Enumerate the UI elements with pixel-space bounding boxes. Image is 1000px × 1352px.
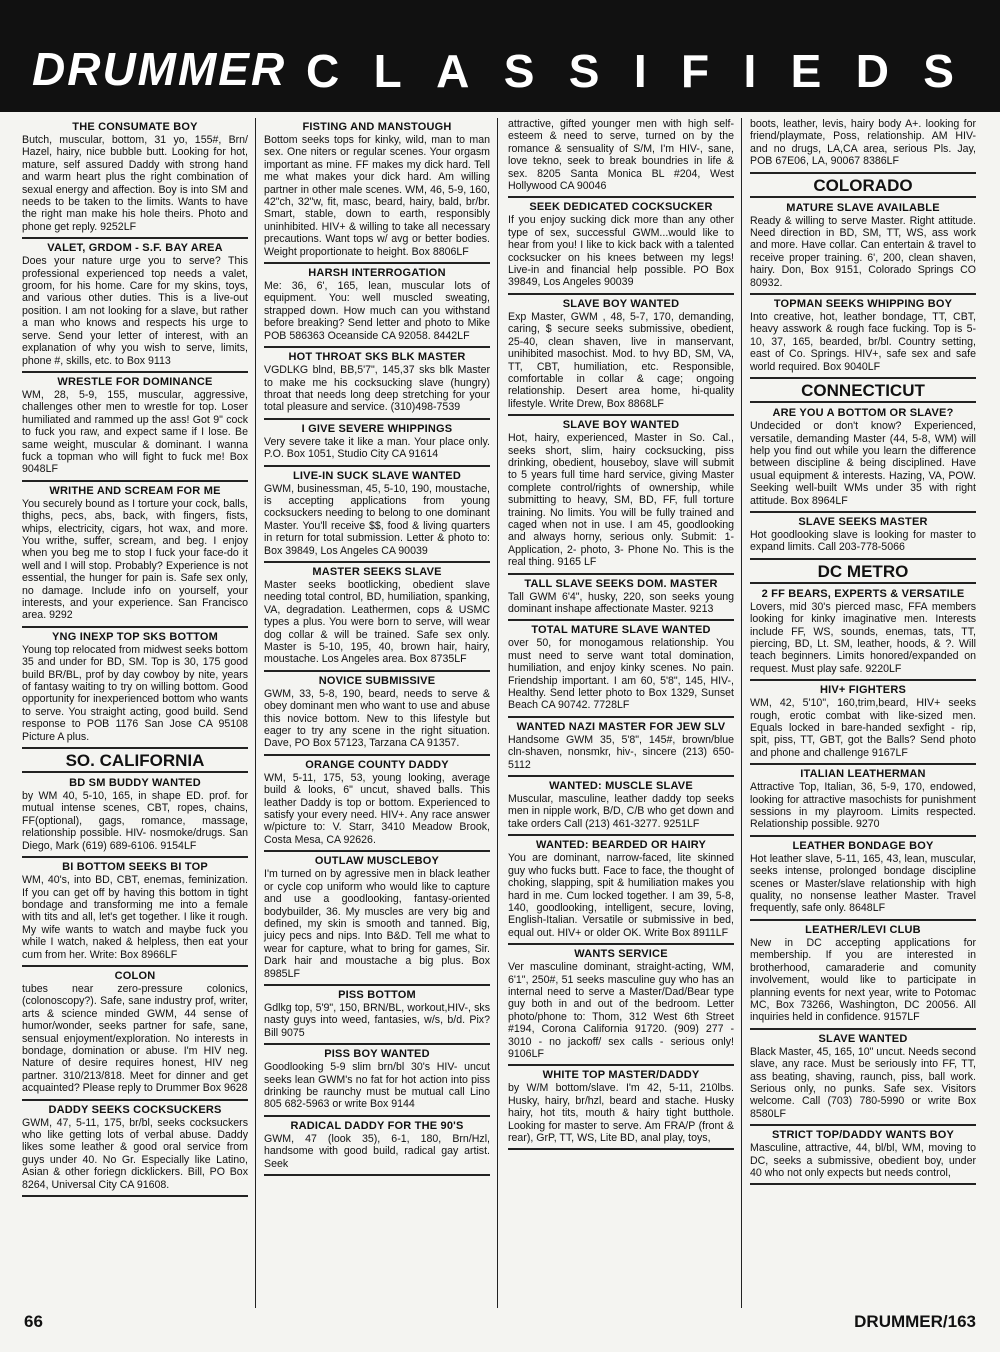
- ad-heading: YNG INEXP TOP SKS BOTTOM: [52, 630, 218, 643]
- continued-ad: [508, 118, 734, 198]
- section-title-letter: E: [790, 45, 822, 97]
- section-title-letter: I: [633, 45, 647, 97]
- classified-ad: [508, 621, 734, 717]
- classified-ad: [750, 1030, 976, 1126]
- ad-heading: ITALIAN LEATHERMAN: [800, 768, 926, 781]
- classified-ad: [508, 198, 734, 294]
- classified-ad: [22, 482, 248, 628]
- classified-ad: [750, 199, 976, 295]
- ad-body: Hot leather slave, 5-11, 165, 43, lean, muscular, seeks intense, prolonged bondage discipline scenes or Master/slave relationship with high quality, no nonsense leather Master. Travel frequently, safe only. 8648LF: [750, 852, 976, 915]
- classified-ad: [750, 585, 976, 681]
- ad-body: Bottom seeks tops for kinky, wild, man to man sex. One niters or regular scenes. Your orgasm important as mine. FF makes my dick hard. Tell me what makes your dick hard. Am willing partner in other male scenes. WM, 46, 5-9, 160, 42"ch, 32"w, fit, masc, beard, hairy, bald, br/br. Smart, stable, down to earth, responsibly uninhibited. HIV+ & willing to take all necessary precautions. Want tops w/ avg or better bodies. Weight proportionate to height. Box 8806LF: [264, 134, 490, 258]
- classified-ad: [508, 416, 734, 574]
- ad-body: Ver masculine dominant, straight-acting, WM, 6'1", 250#, 51 seeks masculine guy who has an internal need to serve a Master/Dad/Bear type guy both in and out of the bedroom. Letter photo/phone to: Thom, 312 West 6th Street #194, Corona California 91720. (909) 277 - 3010 - no jackoff/ sex calls - serious only! 9106LF: [508, 961, 734, 1060]
- section-title-letter: A: [436, 45, 470, 97]
- ad-heading: STRICT TOP/DADDY WANTS BOY: [771, 1129, 955, 1142]
- ad-heading: 2 FF BEARS, EXPERTS & VERSATILE: [761, 587, 965, 600]
- ad-body: Tall GWM 6'4", husky, 220, son seeks young dominant inshape affectionate Master. 9213: [508, 590, 734, 615]
- ad-body: WM, 28, 5-9, 155, muscular, aggressive, challenges other men to wrestle for top. Loser humiliated and rammed up the ass! Got 9" cock to fuck you raw, and expect same if I lose. Be same weight, muscular & dominant. I wanna fuck a topman who will fight to fuck me! Box 9048LF: [22, 388, 248, 476]
- ad-body: Gdlkg top, 5'9", 150, BRN/BL, workout,HIV-, sks nasty guys into weed, fantasies, w/s, b/d. Pix? Bill 9075: [264, 1001, 490, 1039]
- ad-body: Undecided or don't know? Experienced, versatile, demanding Master (44, 5-8, WM) will help you find out while you learn the difference between discipline & being disciplined. Have usual equipment & interests. Hazing, VA, POW. Seeking well-built WMs under 35 with right attitude. Box 8964LF: [750, 420, 976, 507]
- classified-ad: [22, 628, 248, 749]
- section-title-letter: L: [373, 45, 402, 97]
- classified-ad: [750, 765, 976, 837]
- ad-heading: LIVE-IN SUCK SLAVE WANTED: [293, 469, 461, 482]
- ad-body: Lovers, mid 30's pierced masc, FFA members looking for kinky imaginative men. Interests include FF, WS, sounds, enemas, tats, TT, piercing, BD, Lt. SM, leather, hoods, & ?. Will teach beginners. Limits honored/expanded on request. Must play safe. 9220LF: [750, 600, 976, 675]
- classified-ad: [508, 575, 734, 622]
- ad-body: GWM, 47 (look 35), 6-1, 180, Brn/Hzl, handsome with good build, radical gay artist. Seek: [264, 1132, 490, 1170]
- classified-ad: [264, 1045, 490, 1117]
- page-number: 66: [24, 1312, 43, 1331]
- section-title-letter: S: [568, 45, 600, 97]
- classified-ad: [264, 118, 490, 264]
- ad-heading: BI BOTTOM SEEKS BI TOP: [62, 861, 208, 874]
- ad-heading: SLAVE BOY WANTED: [562, 297, 680, 310]
- ad-heading: TALL SLAVE SEEKS DOM. MASTER: [524, 577, 718, 590]
- ad-heading: OUTLAW MUSCLEBOY: [314, 855, 440, 868]
- ad-body: I'm turned on by agressive men in black leather or cycle cop uniform who would like to capture and use a goodlooking, fantasy-oriented bodybuilder, 36. My muscles are very big and defined, my skin is smooth and tanned. Big, juicy pecs and nips. Into B&D. Tell me what to wear for capture, what to bring for games, Sir. Dark hair and moustache a big plus. Box 8985LF: [264, 868, 490, 980]
- classified-ad: [750, 681, 976, 765]
- ad-heading: SLAVE BOY WANTED: [562, 419, 680, 432]
- ad-body: VGDLKG blnd, BB,5'7", 145,37 sks blk Master to make me his cocksucking slave (hungry) throat that needs long deep stretching for your total pleasure and service. (310)498-7539: [264, 364, 490, 414]
- ad-heading: TOPMAN SEEKS WHIPPING BOY: [773, 298, 953, 311]
- classified-ad: [264, 420, 490, 467]
- classified-ad: [264, 563, 490, 672]
- ad-heading: WANTS SERVICE: [574, 948, 668, 961]
- ad-body: Handsome GWM 35, 5'8", 145#, brown/blue cln-shaven, nonsmkr, hiv-, sincere (213) 650-5112: [508, 733, 734, 771]
- classified-ad: [508, 945, 734, 1066]
- ad-body: If you enjoy sucking dick more than any other type of sex, successful GWM...would like to hear from you! I like to kick back with a talented cocksucker on his knees between my legs! Live-in and financial help possible. PO Box 39849, Los Angeles 90039: [508, 214, 734, 289]
- classified-ad: [750, 837, 976, 921]
- issue-label: DRUMMER/163: [854, 1312, 976, 1331]
- ad-heading: SLAVE SEEKS MASTER: [798, 515, 928, 528]
- classified-ad: [750, 921, 976, 1030]
- section-title-letter: I: [743, 45, 757, 97]
- ad-heading: WANTED NAZI MASTER FOR JEW SLV: [516, 720, 726, 733]
- ad-heading: WHITE TOP MASTER/DADDY: [542, 1069, 700, 1082]
- ad-body: Does your nature urge you to serve? This professional experienced top needs a valet, groom, for his home. Care for my skins, toys, and various other duties. This is a live-out position. I am not looking for a slave, but rather a man who knows and respects his urge to serve. Send your letter of interest, with an explanation of why you wish to serve, limits, phone #, skills, etc. to Box 9113: [22, 255, 248, 367]
- ad-body: tubes near zero-pressure colonics, (colonoscopy?). Safe, sane industry prof, writer, arts & science minded GWM, 44 sense of humor/wonder, seeks partner for safe, sane, sensual enjoyment/exploration. No interests in bondage, domination or abuse. I'm HIV neg. Nature of desire requires honest, HIV neg partner. 310/213/818. Meet for dinner and get acquainted? Please reply to Drummer Box 9628: [22, 982, 248, 1095]
- ad-body: boots, leather, levis, hairy body A+. looking for friend/playmate, Poss, relationship. AM HIV- and no drugs, LA,CA area, serious Pls. Jay, POB 67E06, LA, 90067 8386LF: [750, 118, 976, 174]
- ad-heading: VALET, GRDOM - S.F. BAY AREA: [47, 242, 223, 255]
- ad-body: Black Master, 45, 165, 10" uncut. Needs second slave, any race. Must be seriously into FF, TT, ass beating, shaving, raunch, piss, ball work. Serious only, no punks. Safe sex. Visitors welcome. Call (703) 780-5990 or write Box 8580LF: [750, 1045, 976, 1120]
- ad-body: by W/M bottom/slave. I'm 42, 5-11, 210lbs. Husky, hairy, br/hzl, beard and stache. Husky hairy, hot tits, mouth & hairy tight butthole. Looking for master to serve. Am FRA/P (front & rear), GrP, TT, WS, Lite BD, anal play, toys,: [508, 1082, 734, 1144]
- ad-body: Me: 36, 6', 165, lean, muscular lots of equipment. You: well muscled sweating, strapped down. How much can you withstand before breaking? Send letter and photo to Mike POB 586363 Oceanside CA 92058. 8442LF: [264, 280, 490, 342]
- ad-body: Master seeks bootlicking, obedient slave needing total control, BD, humiliation, spanking, VA, degradation. Leathermen, cops & USMC types a plus. You were born to serve, will wear dog collar & will be trained. Safe sex only. Master is 5-10, 195, 40, brown hair, hairy, moustache. Los Angeles area. Box 8735LF: [264, 578, 490, 666]
- classified-ad: [750, 513, 976, 560]
- ad-body: Masculine, attractive, 44, bl/bl, WM, moving to DC, seeks a submissive, obedient boy, under 40 who not only expects but needs control,: [750, 1142, 976, 1179]
- ad-body: Hot, hairy, experienced, Master in So. Cal., seeks short, slim, hairy cocksucking, piss drinking, obedient, houseboy, slave will submit to 5 years full time hard service, giving Master complete control/rights of ownership, while submitting to heavy, SM, BD, FF, full torture training. No limits. You will be fully trained and caged when not in use. I am 45, goodlooking and always horny, serious only. Submit: 1-Application, 2- photo, 3- Phone No. This is the real thing. 9165 LF: [508, 432, 734, 569]
- classified-ad: [22, 1101, 248, 1197]
- ad-heading: ARE YOU A BOTTOM OR SLAVE?: [772, 407, 954, 420]
- ad-heading: WANTED: BEARDED OR HAIRY: [535, 839, 706, 852]
- classified-ad: [22, 967, 248, 1101]
- classified-ad: [22, 858, 248, 967]
- classified-ad: [264, 264, 490, 348]
- magazine-title: DRUMMER: [32, 43, 287, 95]
- ad-heading: WANTED: MUSCLE SLAVE: [549, 780, 693, 793]
- ad-body: Into creative, hot, leather bondage, TT, CBT, heavy asswork & rough face fucking. Top is 5-10, 37, 165, bearded, br/bl. Country setting, east of Co. Springs. HIV+, safe sex and safe world required. Box 9040LF: [750, 311, 976, 373]
- ad-heading: LEATHER BONDAGE BOY: [792, 839, 934, 852]
- classified-ad: [508, 777, 734, 836]
- column-3: [508, 118, 734, 1308]
- ad-body: GWM, 47, 5-11, 175, br/bl, seeks cocksuckers who like getting lots of verbal abuse. Daddy likes some leather & good oral service from guys under 40. No Gr. Especially like Latino, Asian & other foriegn dicklickers. Bill, PO Box 8264, Universal City CA 91608.: [22, 1116, 248, 1191]
- region-heading: COLORADO: [750, 176, 976, 198]
- ad-body: GWM, 33, 5-8, 190, beard, needs to serve & obey dominant men who want to use and abuse this novice bottom. New to this lifestyle but eager to try any scene in the right situation. Dave, PO Box 57123, Tarzana CA 91357.: [264, 687, 490, 750]
- section-title-letter: S: [923, 45, 954, 97]
- ad-heading: NOVICE SUBMISSIVE: [318, 674, 436, 687]
- classified-ad: [264, 1117, 490, 1176]
- classifieds-columns: [22, 118, 978, 1308]
- ad-heading: LEATHER/LEVI CLUB: [805, 923, 921, 936]
- region-heading: SO. CALIFORNIA: [22, 751, 248, 773]
- ad-body: Ready & willing to serve Master. Right attitude. Need direction in BD, SM, TT, WS, ass work and more. Have collar. Can entertain & travel to receive proper training. 6', 200, clean shaven, hairy. Don, Box 9151, Colorado Springs CO 80932.: [750, 214, 976, 289]
- classified-ad: [22, 373, 248, 482]
- ad-heading: FISTING AND MANSTOUGH: [302, 121, 452, 133]
- ad-heading: PISS BOTTOM: [338, 988, 416, 1001]
- classified-ad: [22, 774, 248, 858]
- ad-heading: WRITHE AND SCREAM FOR ME: [49, 484, 221, 497]
- ad-body: Young top relocated from midwest seeks bottom 35 and under for BD, SM. Top is 30, 175 good build BR/BL, prof by day cowboy by nite, years of fantasy waiting to try on willing bottom. Good opportunity for inexperienced bottom who wants to serve. You straight acting, good build. Send response to POB 1176 San Jose CA 95108 Picture A plus.: [22, 643, 248, 743]
- column-1: [22, 118, 248, 1308]
- classified-ad: [750, 1126, 976, 1185]
- classified-ad: [22, 118, 248, 239]
- ad-heading: TOTAL MATURE SLAVE WANTED: [531, 624, 711, 637]
- ad-heading: BD SM BUDDY WANTED: [69, 777, 201, 790]
- section-title-letter: C: [306, 45, 340, 97]
- classified-ad: [508, 836, 734, 945]
- ad-body: WM, 42, 5'10", 160,trim,beard, HIV+ seeks rough, erotic combat with like-sized men. Equals locked in bare-handed sexfight - rip, spit, piss, TT, GBT, got the Balls? Send photo and phone and challenge 9167LF: [750, 697, 976, 759]
- ad-heading: SLAVE WANTED: [818, 1032, 908, 1045]
- ad-body: attractive, gifted younger men with high self-esteem & need to serve, turned on by the romance & sensuality of S/M, I'm HIV-, sane, love tekno, seek to break boundries in life & sex. 8205 Santa Monica BL #204, West Hollywood CA 90046: [508, 118, 734, 198]
- ad-heading: DADDY SEEKS COCKSUCKERS: [48, 1103, 222, 1116]
- ad-heading: PISS BOY WANTED: [324, 1048, 430, 1061]
- ad-body: WM, 40's, into BD, CBT, enemas, feminization. If you can get off by having this bottom in tight bondage and transforming me into a female with tits and all, let's get together. I like it rough. My wife wants to watch and maybe fuck you while I watch, naked & helpless, then eat your cum from her. Write: Box 8966LF: [22, 874, 248, 961]
- classified-ad: [750, 295, 976, 379]
- ad-body: Very severe take it like a man. Your place only. P.O. Box 1051, Studio City CA 91614: [264, 435, 490, 461]
- classified-ad: [750, 404, 976, 513]
- classified-ad: [508, 295, 734, 416]
- ad-body: Exp Master, GWM , 48, 5-7, 170, demanding, caring, $ secure seeks submissive, obedient, 25-40, clean shaven, live in manservant, unihibited masochist. Mod. to hvy BD, SM, VA, TT, CBT, humiliation, etc. Responsible, comfortable in collar & cage; ongoing relationship. Desert area home, hi-quality lifestyle. Write Drew, Box 8868LF: [508, 310, 734, 410]
- ad-body: Goodlooking 5-9 slim brn/bl 30's HIV- uncut seeks lean GWM's no fat for hot action into piss drinking be raunchy must be mutual call Lino 805 682-5963 or write Box 9144: [264, 1061, 490, 1111]
- ad-body: GWM, businessman, 45, 5-10, 190, moustache, is accepting applications from young cocksuckers needing to belong to one dominant Master. You'll receive $$, food & living quarters in return for total submission. Letter & photo to: Box 39849, Los Angeles CA 90039: [264, 482, 490, 557]
- classified-ad: [264, 852, 490, 986]
- ad-body: Hot goodlooking slave is looking for master to expand limits. Call 203-778-5066: [750, 528, 976, 554]
- ad-heading: MASTER SEEKS SLAVE: [312, 565, 442, 578]
- continued-ad: [750, 118, 976, 174]
- ad-heading: HARSH INTERROGATION: [308, 267, 446, 280]
- classified-ad: [264, 348, 490, 420]
- region-heading: CONNECTICUT: [750, 381, 976, 403]
- ad-heading: THE CONSUMATE BOY: [72, 121, 198, 133]
- ad-heading: ORANGE COUNTY DADDY: [305, 758, 449, 771]
- ad-body: over 50, for monogamous relationship. You must need to serve want total domination, humiliation, and enjoy kinky scenes. No pain. Friendship important. I am 60, 5'8", 145, HIV-, Healthy. Send letter photo to Box 1329, Sunset Beach CA 90742. 7728LF: [508, 637, 734, 712]
- ad-heading: HIV+ FIGHTERS: [819, 684, 907, 697]
- ad-heading: WRESTLE FOR DOMINANCE: [57, 375, 213, 388]
- ad-body: Attractive Top, Italian, 36, 5-9, 170, endowed, looking for attractive masochists for punishment sessions in my playroom. Limits respected. Relationship possible. 9270: [750, 781, 976, 831]
- section-title-letter: F: [680, 45, 710, 97]
- classified-ad: [508, 1066, 734, 1150]
- classified-ad: [264, 756, 490, 852]
- column-4: [750, 118, 976, 1308]
- section-title-letter: S: [503, 45, 535, 97]
- ad-body: New in DC accepting applications for membership. If you are interested in brotherhood, camaraderie and comunity involvement, would like to participate in planning events for next year, write to Potomac MC, Box 73266, Washington, DC 20056. All inquiries held in confidence. 9157LF: [750, 936, 976, 1024]
- ad-body: by WM 40, 5-10, 165, in shape ED. prof. for mutual intense scenes, CBT, ropes, chains, FF(optional), gags, romance, massage, relationship possible. HIV- nosmoke/drugs. San Diego, Mark (619) 689-6106. 9154LF: [22, 790, 248, 852]
- ad-body: You are dominant, narrow-faced, lite skinned guy who fucks butt. Face to face, the thought of choking, slapping, spit & humiliation makes you hard in me. Cum locked together. I am 39, 5-8, 140, goodlooking, intelligent, secure, loving, English-Italian. Versatile or submissive in bed, equal out. HIV+ or older OK. Write Box 8911LF: [508, 852, 734, 939]
- classified-ad: [264, 986, 490, 1045]
- ad-heading: MATURE SLAVE AVAILABLE: [786, 201, 940, 214]
- region-heading: DC METRO: [750, 562, 976, 584]
- header-banner: [0, 0, 1000, 112]
- classified-ad: [508, 718, 734, 777]
- ad-heading: SEEK DEDICATED COCKSUCKER: [529, 201, 713, 214]
- section-title-letter: D: [855, 45, 889, 97]
- classified-ad: [22, 239, 248, 373]
- ad-heading: I GIVE SEVERE WHIPPINGS: [301, 422, 453, 435]
- ad-body: Muscular, masculine, leather daddy top seeks men in nipple work, B/D, C/B who get down and take orders Call (213) 461-3277. 9251LF: [508, 793, 734, 830]
- ad-heading: COLON: [114, 969, 156, 982]
- classified-ad: [264, 467, 490, 563]
- ad-body: Butch, muscular, bottom, 31 yo, 155#, Brn/ Hazel, hairy, nice bubble butt. Looking for hot, mature, self assured Daddy with strong hand and warm heart plus the right combination of sexual energy and affection. Boy is into SM and needs to be taken to the limits. Wants to have the right man make his hole theirs. Photo and phone get reply. 9252LF: [22, 134, 248, 233]
- ad-body: WM, 5-11, 175, 53, young looking, average build & looks, 6" uncut, shaved balls. This leather Daddy is top or bottom. Experienced to satisfy your every need. HIV+. Any race answer w/picture to: V. Starr, 3410 Meadow Brook, Costa Mesa, CA 92626.: [264, 771, 490, 846]
- column-2: [264, 118, 490, 1308]
- section-title: [306, 44, 954, 98]
- ad-heading: RADICAL DADDY FOR THE 90'S: [290, 1119, 464, 1132]
- ad-heading: HOT THROAT SKS BLK MASTER: [288, 351, 466, 364]
- classified-ad: [264, 672, 490, 756]
- ad-body: You securely bound as I torture your cock, balls, thighs, pecs, abs, back, with fingers, fists, whips, electricity, cigars, hot wax, and more. You writhe, suffer, scream, and beg. I enjoy when you beg me to stop I fuck your face-do it well and I will stop. Probably? Experience is not essential, the hunger for pain is. Safe sex only, no damage. Include info on yourself, your interests, and your experience. San Francisco area. 9292: [22, 497, 248, 622]
